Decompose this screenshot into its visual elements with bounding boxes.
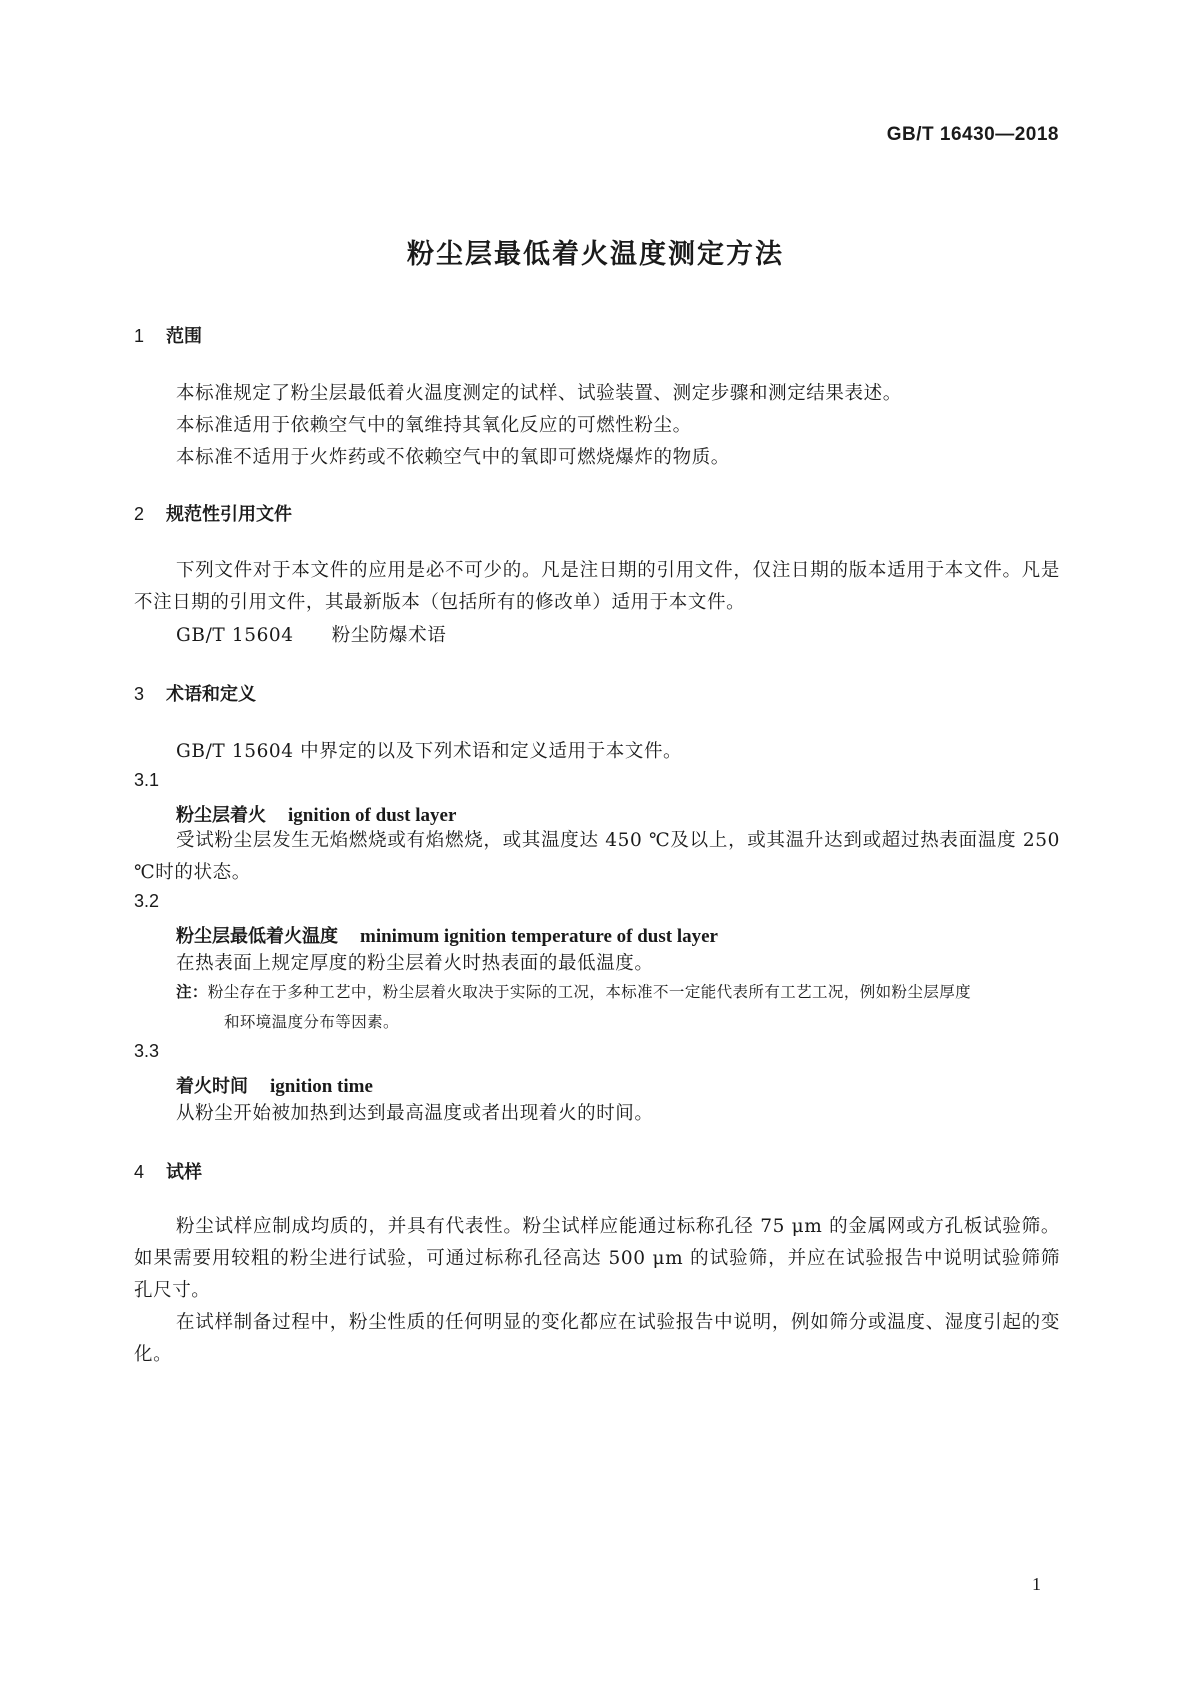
paragraph: GB/T 15604 中界定的以及下列术语和定义适用于本文件。	[176, 741, 683, 762]
term-definition: 在热表面上规定厚度的粉尘层着火时热表面的最低温度。	[176, 953, 654, 974]
section-title: 试样	[166, 1162, 202, 1183]
section-number: 2	[134, 504, 145, 524]
term-zh: 粉尘层最低着火温度	[176, 926, 338, 947]
term-en: ignition of dust layer	[288, 805, 457, 826]
document-title: 粉尘层最低着火温度测定方法	[407, 239, 784, 270]
paragraph: 本标准适用于依赖空气中的氧维持其氧化反应的可燃性粉尘。	[176, 415, 692, 436]
section-title: 范围	[166, 326, 202, 347]
paragraph: 在试样制备过程中，粉尘性质的任何明显的变化都应在试验报告中说明，例如筛分或温度、湿度引起的变化。	[134, 1312, 1060, 1365]
term-number: 3.2	[134, 891, 160, 911]
note-text-continued: 和环境温度分布等因素。	[224, 1013, 399, 1031]
section-heading-terms	[134, 680, 256, 706]
term-definition: 从粉尘开始被加热到达到最高温度或者出现着火的时间。	[176, 1103, 654, 1124]
reference-name: 粉尘防爆术语	[331, 625, 447, 646]
paragraph: 粉尘试样应制成均质的，并具有代表性。粉尘试样应能通过标称孔径 75 μm 的金属网或方孔板试验筛。如果需要用较粗的粉尘进行试验，可通过标称孔径高达 500 μm 的试验筛，并应在试验报告中说明试验筛筛孔尺寸。	[134, 1216, 1060, 1301]
reference-code: GB/T 15604	[176, 625, 294, 646]
standard-code: GB/T 16430—2018	[886, 124, 1059, 145]
paragraph: 本标准不适用于火炸药或不依赖空气中的氧即可燃烧爆炸的物质。	[176, 447, 730, 468]
term-heading	[176, 922, 718, 948]
section-title: 规范性引用文件	[166, 504, 292, 525]
term-heading	[176, 801, 456, 827]
paragraph: 下列文件对于本文件的应用是必不可少的。凡是注日期的引用文件，仅注日期的版本适用于本文件。凡是不注日期的引用文件，其最新版本（包括所有的修改单）适用于本文件。	[134, 560, 1060, 613]
section-number: 4	[134, 1162, 145, 1182]
section-number: 1	[134, 326, 145, 346]
note-label: 注：	[176, 983, 208, 1001]
term-zh: 粉尘层着火	[176, 805, 266, 826]
term-number: 3.1	[134, 770, 160, 790]
term-en: ignition time	[270, 1076, 373, 1097]
section-heading-normative-references	[134, 500, 292, 526]
term-zh: 着火时间	[176, 1076, 248, 1097]
page-number: 1	[1032, 1574, 1041, 1594]
paragraph: 本标准规定了粉尘层最低着火温度测定的试样、试验装置、测定步骤和测定结果表述。	[176, 383, 902, 404]
section-heading-scope	[134, 322, 202, 348]
section-heading-specimen	[134, 1158, 202, 1184]
note	[176, 977, 1062, 1037]
term-number: 3.3	[134, 1041, 160, 1061]
note-text: 粉尘存在于多种工艺中，粉尘层着火取决于实际的工况，本标准不一定能代表所有工艺工况，例如粉尘层厚度	[207, 983, 972, 1001]
term-definition: 受试粉尘层发生无焰燃烧或有焰燃烧，或其温度达 450 ℃及以上，或其温升达到或超过热表面温度 250 ℃时的状态。	[134, 830, 1060, 883]
term-en: minimum ignition temperature of dust layer	[360, 926, 718, 947]
section-number: 3	[134, 684, 145, 704]
reference-entry	[176, 621, 446, 647]
section-title: 术语和定义	[166, 684, 256, 705]
term-heading	[176, 1072, 373, 1098]
